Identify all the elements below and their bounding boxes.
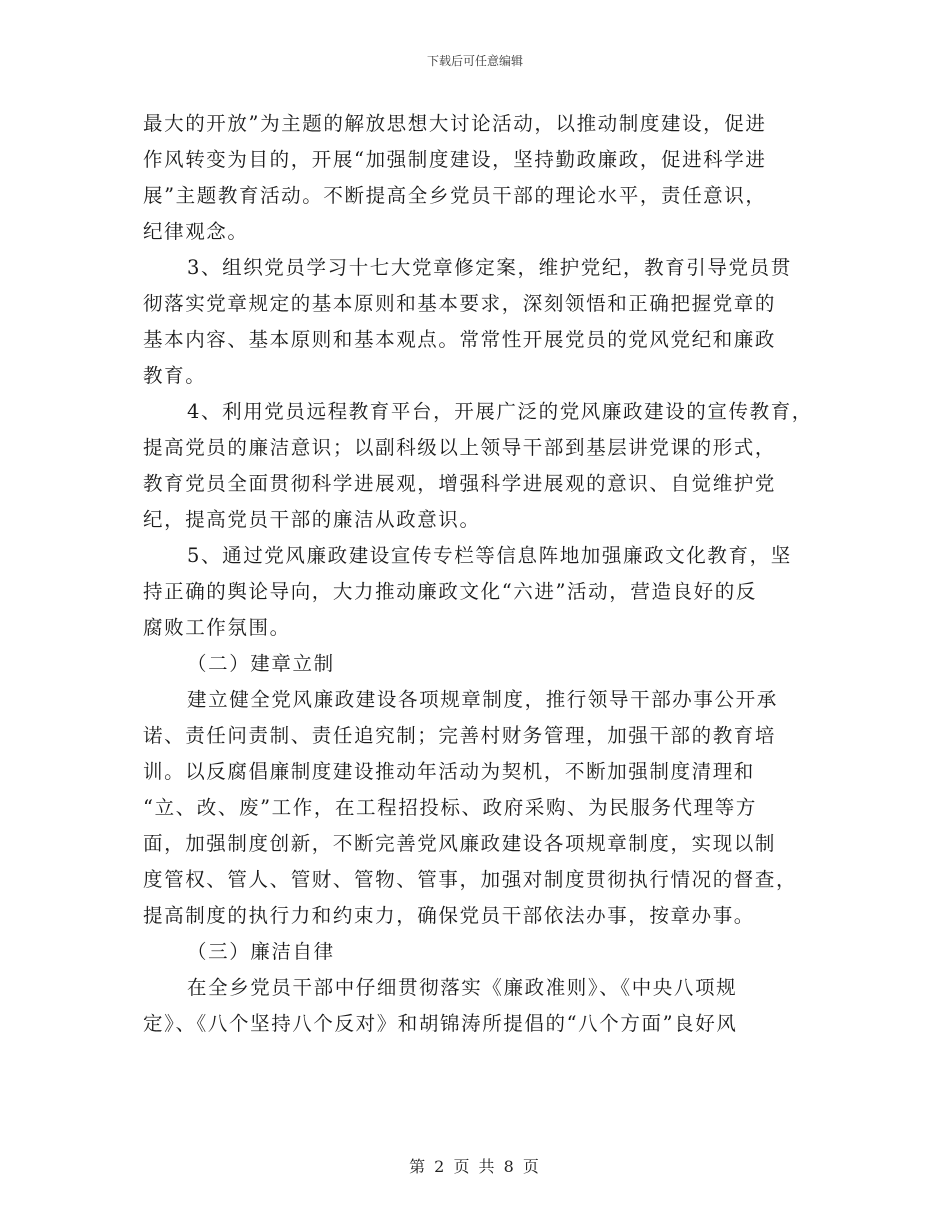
text-line: 4、利用党员远程教育平台，开展广泛的党风廉政建设的宣传教育， bbox=[187, 400, 813, 423]
text-line: 纪，提高党员干部的廉洁从政意识。 bbox=[143, 508, 481, 531]
text-line: 教育。 bbox=[143, 364, 207, 387]
text-line: 纪律观念。 bbox=[143, 220, 249, 243]
text-line: 定》、《八个坚持八个反对》和胡锦涛所提倡的“八个方面”良好风 bbox=[143, 1012, 738, 1035]
text-line: 建立健全党风廉政建设各项规章制度，推行领导干部办事公开承 bbox=[187, 688, 778, 711]
text-line: 度管权、管人、管财、管物、管事，加强对制度贯彻执行情况的督查， bbox=[143, 868, 798, 891]
text-line: “立、改、废”工作，在工程招投标、政府采购、为民服务代理等方 bbox=[143, 796, 757, 819]
text-line: 提高制度的执行力和约束力，确保党员干部依法办事，按章办事。 bbox=[143, 904, 755, 927]
text-line: 5、通过党风廉政建设宣传专栏等信息阵地加强廉政文化教育，坚 bbox=[187, 544, 792, 567]
text-line: 教育党员全面贯彻科学进展观，增强科学进展观的意识、自觉维护党 bbox=[143, 472, 777, 495]
page-header: 下载后可任意编辑 bbox=[426, 54, 523, 68]
text-line: 作风转变为目的，开展“加强制度建设，坚持勤政廉政，促进科学进 bbox=[143, 148, 767, 171]
text-line: 提高党员的廉洁意识；以副科级以上领导干部到基层讲党课的形式， bbox=[143, 436, 777, 459]
section-heading: （三）廉洁自律 bbox=[187, 940, 335, 963]
text-line: 腐败工作氛围。 bbox=[143, 616, 291, 639]
text-line: 展”主题教育活动。不断提高全乡党员干部的理论水平，责任意识， bbox=[143, 184, 767, 207]
text-line: 3、组织党员学习十七大党章修定案，维护党纪，教育引导党员贯 bbox=[187, 256, 792, 279]
text-line: 诺、责任问责制、责任追究制；完善村财务管理，加强干部的教育培 bbox=[143, 724, 777, 747]
text-line: 在全乡党员干部中仔细贯彻落实《廉政准则》、《中央八项规 bbox=[187, 976, 738, 999]
text-line: 训。以反腐倡廉制度建设推动年活动为契机，不断加强制度清理和 bbox=[143, 760, 755, 783]
text-line: 面，加强制度创新，不断完善党风廉政建设各项规章制度，实现以制 bbox=[143, 832, 777, 855]
page-footer: 第 2 页 共 8 页 bbox=[409, 1157, 541, 1176]
document-body bbox=[143, 106, 823, 1042]
text-line: 彻落实党章规定的基本原则和基本要求，深刻领悟和正确把握党章的 bbox=[143, 292, 777, 315]
text-line: 最大的开放”为主题的解放思想大讨论活动，以推动制度建设，促进 bbox=[143, 112, 767, 135]
text-line: 基本内容、基本原则和基本观点。常常性开展党员的党风党纪和廉政 bbox=[143, 328, 777, 351]
text-line: 持正确的舆论导向，大力推动廉政文化“六进”活动，营造良好的反 bbox=[143, 580, 757, 603]
section-heading: （二）建章立制 bbox=[187, 652, 335, 675]
